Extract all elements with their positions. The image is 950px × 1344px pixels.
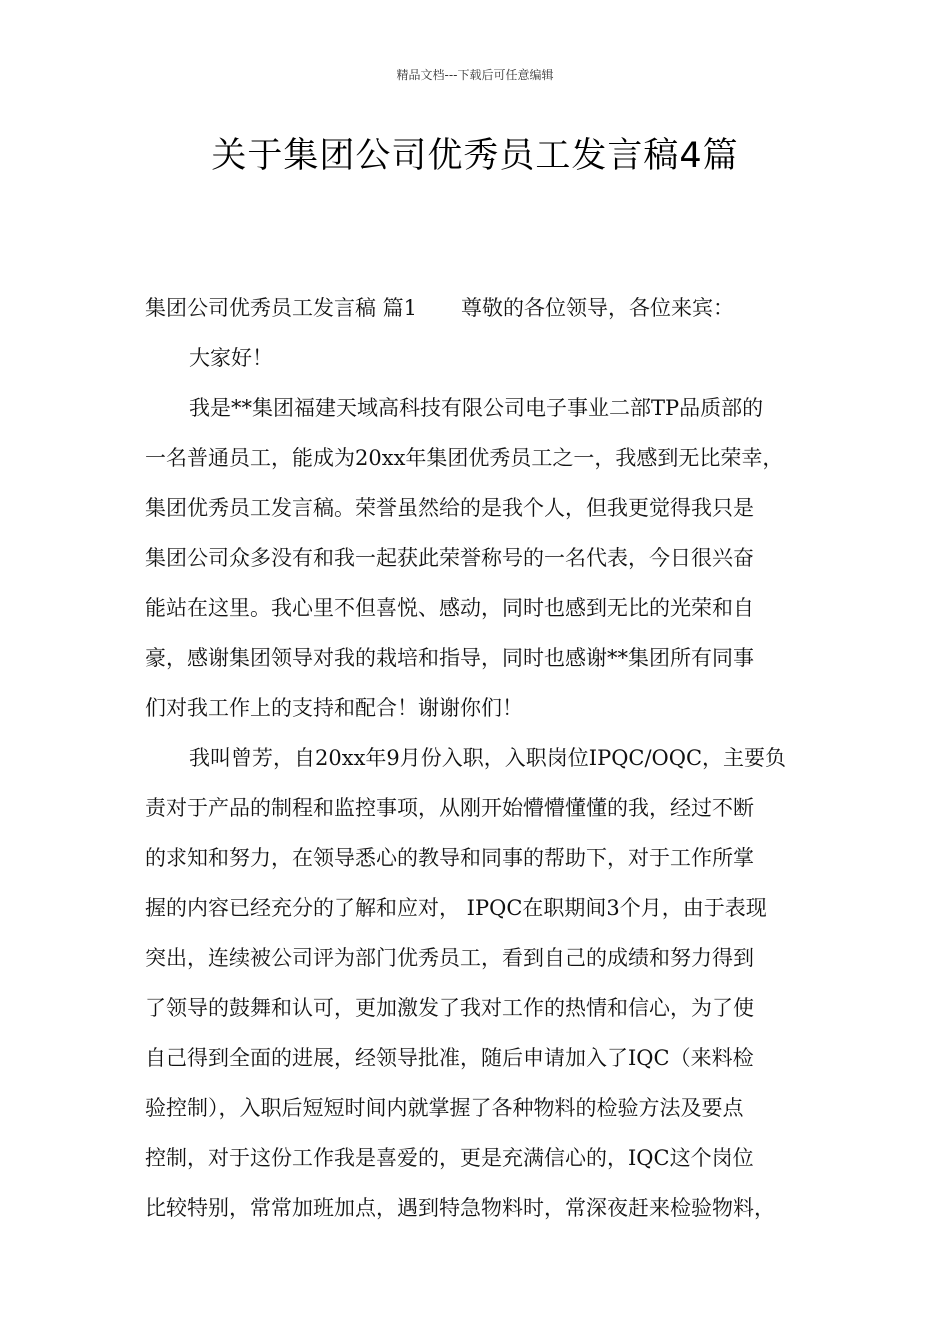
paragraph-line: 能站在这里。我心里不但喜悦、感动，同时也感到无比的光荣和自 — [145, 596, 754, 620]
paragraph-line: 控制，对于这份工作我是喜爱的，更是充满信心的，IQC这个岗位 — [145, 1146, 754, 1170]
paragraph-line: 了领导的鼓舞和认可，更加激发了我对工作的热情和信心，为了使 — [145, 996, 754, 1020]
paragraph-line: 责对于产品的制程和监控事项，从刚开始懵懵懂懂的我，经过不断 — [145, 796, 754, 820]
paragraph-line: 突出，连续被公司评为部门优秀员工，看到自己的成绩和努力得到 — [145, 946, 754, 970]
paragraph-line: 豪，感谢集团领导对我的栽培和指导，同时也感谢**集团所有同事 — [145, 646, 754, 670]
section-heading-line — [145, 283, 825, 333]
paragraph-line: 大家好！ — [189, 346, 273, 370]
header-note: 精品文档---下载后可任意编辑 — [396, 68, 554, 82]
paragraph-line: 的求知和努力，在领导悉心的教导和同事的帮助下，对于工作所掌 — [145, 846, 754, 870]
document-body — [145, 283, 825, 1233]
paragraph-line: 我是**集团福建天域高科技有限公司电子事业二部TP品质部的 — [189, 396, 764, 420]
paragraph-line: 一名普通员工，能成为20xx年集团优秀员工之一，我感到无比荣幸， — [145, 446, 784, 470]
paragraph-line: 自己得到全面的进展，经领导批准，随后申请加入了IQC（来料检 — [145, 1046, 754, 1070]
paragraph-line: 集团公司众多没有和我一起获此荣誉称号的一名代表，今日很兴奋 — [145, 546, 754, 570]
paragraph-line: 验控制），入职后短短时间内就掌握了各种物料的检验方法及要点 — [145, 1096, 744, 1120]
salutation: 尊敬的各位领导，各位来宾： — [461, 296, 735, 320]
paragraph-line: 集团优秀员工发言稿。荣誉虽然给的是我个人，但我更觉得我只是 — [145, 496, 754, 520]
paragraph-line: 比较特别，常常加班加点，遇到特急物料时，常深夜赶来检验物料， — [145, 1196, 775, 1220]
paragraph-line: 我叫曾芳，自20xx年9月份入职，入职岗位IPQC/OQC，主要负 — [189, 746, 787, 770]
section-heading: 集团公司优秀员工发言稿 篇1 — [145, 296, 418, 320]
paragraph-line: 们对我工作上的支持和配合！谢谢你们！ — [145, 696, 523, 720]
document-title: 关于集团公司优秀员工发言稿4篇 — [211, 136, 739, 176]
paragraph-line: 握的内容已经充分的了解和应对， IPQC在职期间3个月，由于表现 — [145, 896, 767, 920]
